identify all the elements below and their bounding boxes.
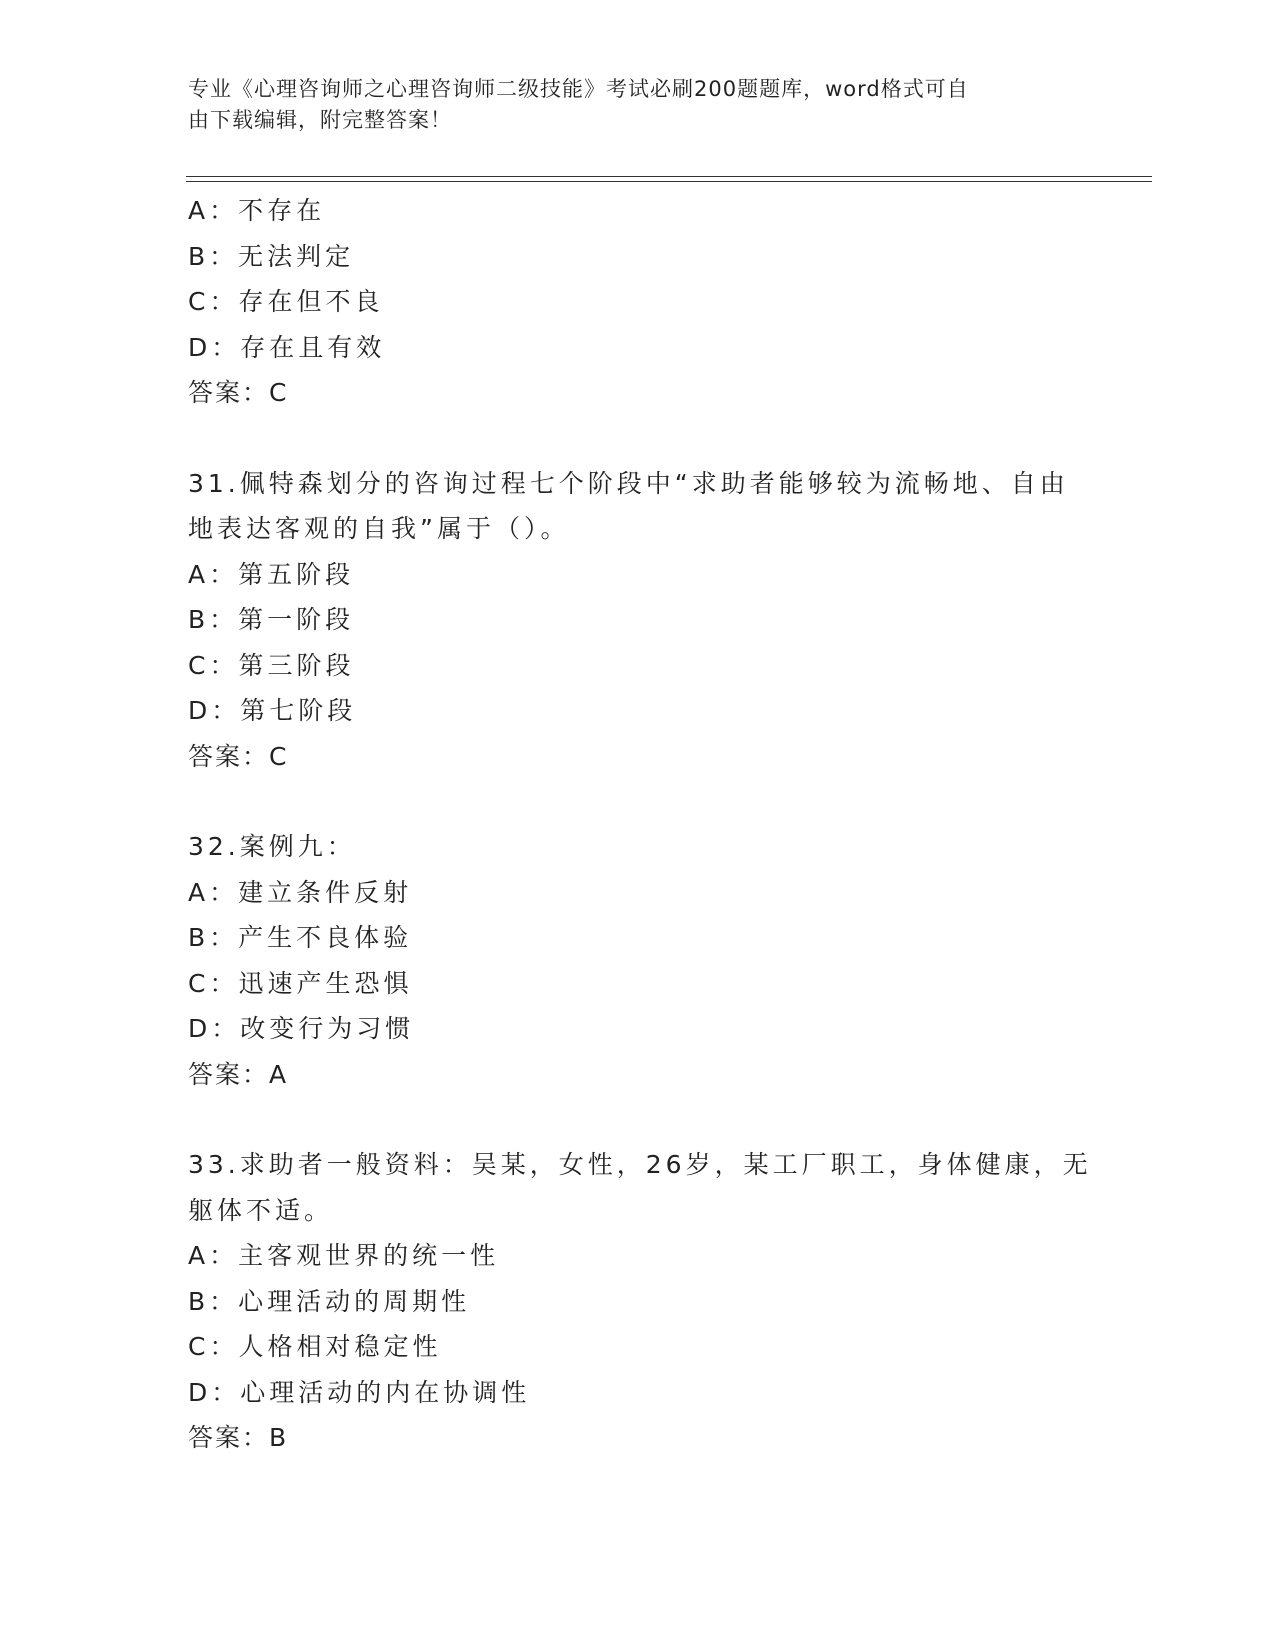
option-c: C：人格相对稳定性 bbox=[188, 1332, 442, 1361]
option-b: B：第一阶段 bbox=[188, 605, 355, 634]
question-text-line-1: 31.佩特森划分的咨询过程七个阶段中“求助者能够较为流畅地、自由 bbox=[188, 468, 1069, 498]
option-b: B：心理活动的周期性 bbox=[188, 1286, 471, 1316]
question-30 bbox=[188, 188, 1148, 416]
answer: 答案：C bbox=[188, 378, 289, 407]
question-text-line-2: 地表达客观的自我”属于（）。 bbox=[188, 514, 570, 543]
option-d: D：存在且有效 bbox=[188, 332, 386, 362]
answer: 答案：B bbox=[188, 1423, 289, 1452]
option-c: C：存在但不良 bbox=[188, 287, 384, 316]
spacer bbox=[188, 416, 1148, 461]
option-c: C：迅速产生恐惧 bbox=[188, 968, 413, 998]
question-32 bbox=[188, 824, 1148, 1097]
spacer bbox=[188, 779, 1148, 824]
option-c: C：第三阶段 bbox=[188, 650, 355, 680]
spacer bbox=[188, 1097, 1148, 1142]
answer: 答案：A bbox=[188, 1059, 289, 1089]
option-a: A：不存在 bbox=[188, 196, 326, 225]
header-divider-bottom bbox=[186, 181, 1152, 182]
option-d: D：心理活动的内在协调性 bbox=[188, 1377, 531, 1407]
option-d: D：改变行为习惯 bbox=[188, 1014, 415, 1043]
question-list bbox=[188, 188, 1148, 1461]
question-33 bbox=[188, 1142, 1148, 1461]
option-a: A：建立条件反射 bbox=[188, 877, 413, 907]
header-divider-top bbox=[186, 176, 1152, 177]
question-text-line-1: 33.求助者一般资料：吴某，女性，26岁，某工厂职工，身体健康，无 bbox=[188, 1150, 1092, 1179]
question-text-line-1: 32.案例九： bbox=[188, 832, 356, 861]
option-a: A：第五阶段 bbox=[188, 559, 355, 589]
option-b: B：产生不良体验 bbox=[188, 923, 413, 952]
option-b: B：无法判定 bbox=[188, 241, 355, 271]
option-d: D：第七阶段 bbox=[188, 696, 357, 725]
option-a: A：主客观世界的统一性 bbox=[188, 1241, 500, 1270]
header-line-1: 专业《心理咨询师之心理咨询师二级技能》考试必刷200题题库，word格式可自 bbox=[188, 77, 969, 101]
question-text-line-2: 躯体不适。 bbox=[188, 1195, 334, 1225]
answer: 答案：C bbox=[188, 741, 289, 771]
document-header bbox=[188, 74, 1088, 136]
question-31 bbox=[188, 461, 1148, 780]
header-line-2: 由下载编辑，附完整答案！ bbox=[188, 108, 452, 132]
